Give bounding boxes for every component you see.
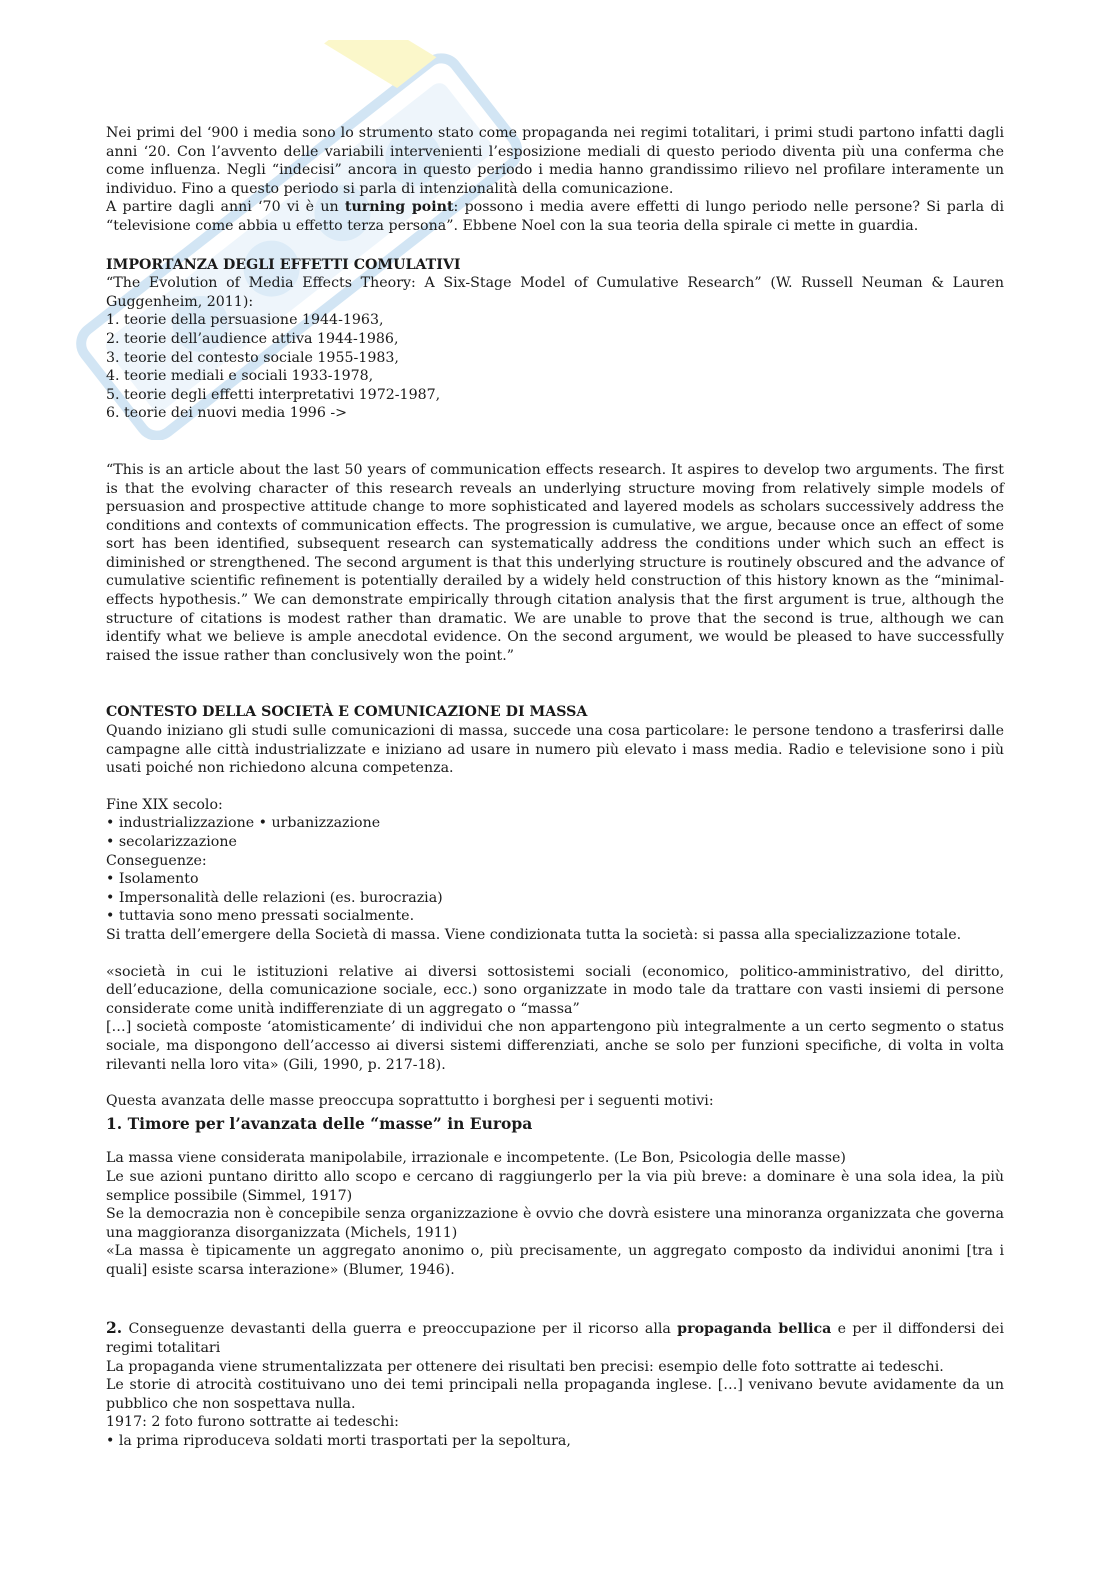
point-1-line: Se la democrazia non è concepibile senza organizzazione è ovvio che dovrà esistere una minoranza organizzata che governa una maggioranza disorganizzata (Michels, 1911)	[106, 1206, 1004, 1241]
list-line: • secolarizzazione	[106, 834, 237, 850]
list-line: • Impersonalità delle relazioni (es. burocrazia)	[106, 889, 443, 906]
list-line: • industrializzazione • urbanizzazione	[106, 815, 381, 832]
propaganda-bellica-term: propaganda bellica	[677, 1321, 832, 1338]
intro-paragraph-2	[106, 198, 1004, 235]
societa-list	[106, 796, 1004, 945]
point-2-line: • la prima riproduceva soldati morti trasportati per la sepoltura,	[106, 1433, 571, 1450]
gili-quote-1: «società in cui le istituzioni relative ai diversi sottosistemi sociali (economico, politico-amministrativo, del diritto, dell’educazione, della comunicazione sociale, ecc.) sono organizzate in modo tale da trattare con vasti insiemi di persone considerate come unità indifferenziate di un aggregato o “massa”	[106, 963, 1004, 1017]
list-line: Conseguenze:	[106, 852, 207, 869]
theory-item: 1. teorie della persuasione 1944-1963,	[106, 312, 384, 329]
point-2-number: 2.	[106, 1318, 123, 1338]
contesto-paragraph: Quando iniziano gli studi sulle comunicazioni di massa, succede una cosa particolare: le persone tendono a trasferirsi dalle campagne alle città industrializzate e iniziano ad usare in numero più elevato i mass media. Radio e televisione sono i più usati poiché non richiedono alcuna competenza.	[106, 723, 1004, 777]
point-2-end: e per il diffondersi dei regimi totalitari	[106, 1321, 1004, 1357]
point-1-line: Le sue azioni puntano diritto allo scopo e cercano di raggiungerlo per la via più breve: a dominare è una sola idea, la più semplice possibile (Simmel, 1917)	[106, 1168, 1004, 1204]
heading-contesto-societa: CONTESTO DELLA SOCIETÀ E COMUNICAZIONE DI MASSA	[106, 704, 588, 721]
theory-item: 2. teorie dell’audience attiva 1944-1986,	[106, 330, 399, 347]
point-1-title: 1. Timore per l’avanzata delle “masse” in Europa	[106, 1113, 533, 1133]
motivi-intro: Questa avanzata delle masse preoccupa soprattutto i borghesi per i seguenti motivi:	[106, 1093, 714, 1110]
theory-item: 6. teorie dei nuovi media 1996 ->	[106, 405, 348, 422]
theory-item: 4. teorie mediali e sociali 1933-1978,	[106, 368, 374, 385]
list-line: • Isolamento	[106, 871, 199, 888]
list-line: • tuttavia sono meno pressati socialmente.	[106, 908, 415, 925]
theory-item: 3. teorie del contesto sociale 1955-1983,	[106, 349, 399, 366]
list-line: Si tratta dell’emergere della Società di massa. Viene condizionata tutta la società: si passa alla specializzazione totale.	[106, 926, 962, 943]
point-2-line: La propaganda viene strumentalizzata per ottenere dei risultati ben precisi: esempio delle foto sottratte ai tedeschi.	[106, 1358, 944, 1375]
citation-neuman: “The Evolution of Media Effects Theory: A Six-Stage Model of Cumulative Research” (W. Russell Neuman & Lauren Guggenheim, 2011):	[106, 275, 1004, 310]
intro-paragraph-1: Nei primi del ‘900 i media sono lo strumento stato come propaganda nei regimi totalitari, i primi studi partono infatti dagli anni ‘20. Con l’avvento delle variabili intervenienti l’esposizione mediali di questo periodo diventa più una conferma che come influenza. Negli “indecisi” ancora in questo periodo i media hanno grandissimo rilievo nel profilare interamente un individuo. Fino a questo periodo si parla di intenzionalità della comunicazione.	[106, 125, 1004, 197]
theory-item: 5. teorie degli effetti interpretativi 1972-1987,	[106, 386, 441, 403]
gili-quote-2: […] società composte ‘atomisticamente’ di individui che non appartengono più integralmente a un certo segmento o status sociale, ma dispongono dell’accesso ai diversi sistemi differenziati, anche se solo per funzioni specifiche, di volta in volta rilevanti nella loro vita» (Gili, 1990, p. 217-18).	[106, 1019, 1004, 1073]
heading-effetti-comulativi: IMPORTANZA DEGLI EFFETTI COMULATIVI	[106, 256, 461, 273]
document-body	[106, 124, 1004, 1451]
intro-p2-end: : possono i media avere effetti di lungo periodo nelle persone? Si parla di “televisione come abbia u effetto terza persona”. Ebbene Noel con la sua teoria della spirale ci mette in guardia.	[106, 199, 1004, 234]
point-1-line: La massa viene considerata manipolabile, irrazionale e incompetente. (Le Bon, Psicologia delle masse)	[106, 1150, 846, 1167]
turning-point-term: turning point	[344, 199, 454, 216]
point-1-line: «La massa è tipicamente un aggregato anonimo o, più precisamente, un aggregato composto da individui anonimi [tra i quali] esiste scarsa interazione» (Blumer, 1946).	[106, 1243, 1004, 1278]
point-2-line: 1917: 2 foto furono sottratte ai tedeschi:	[106, 1414, 399, 1431]
english-quote: “This is an article about the last 50 years of communication effects research. It aspires to develop two arguments. The first is that the evolving character of this research reveals an underlying structure moving from relatively simple models of persuasion and prospective attitude change to more sophisticated and layered models as scholars successively address the conditions and contexts of communication effects. The progression is cumulative, we argue, because once an effect of some sort has been identified, subsequent research can systematically address the conditions under which such an effect is diminished or strengthened. The second argument is that this underlying structure is routinely obscured and the advance of cumulative scientific refinement is potentially derailed by a widely held construction of this history known as the “minimal-effects hypothesis.” We can demonstrate empirically through citation analysis that the first argument is true, although the structure of citations is modest rather than dramatic. We are unable to prove that the second is true, although we can identify what we believe is ample anecdotal evidence. On the second argument, we would be pleased to have successfully raised the issue rather than conclusively won the point.”	[106, 461, 1004, 664]
theory-list	[106, 311, 1004, 423]
intro-p2-start: A partire dagli anni ‘70 vi è un	[106, 199, 345, 216]
list-line: Fine XIX secolo:	[106, 796, 223, 813]
point-2-title	[106, 1319, 1004, 1357]
point-2-start: Conseguenze devastanti della guerra e preoccupazione per il ricorso alla	[122, 1321, 678, 1338]
point-2-line: Le storie di atrocità costituivano uno dei temi principali nella propaganda inglese. […] venivano bevute avidamente da un pubblico che non sospettava nulla.	[106, 1377, 1004, 1412]
